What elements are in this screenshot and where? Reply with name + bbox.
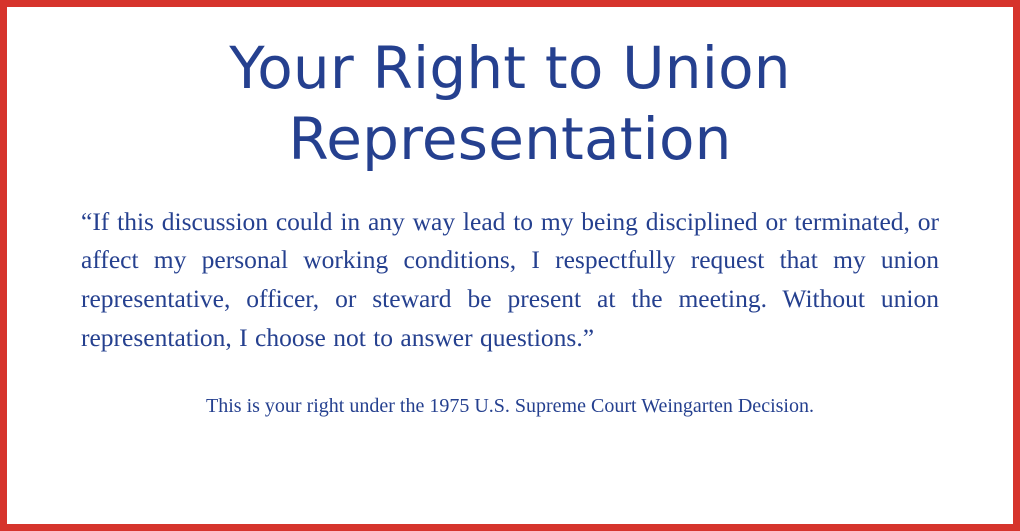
page-title: Your Right to Union Representation bbox=[229, 34, 791, 173]
poster-content bbox=[7, 7, 1013, 524]
quote-text: “If this discussion could in any way lead to my being disciplined or terminated, or affect my personal working conditions, I respectfully request that my union representative, officer, or steward be present at the meeting. Without union representation, I choose not to answer questions.” bbox=[81, 206, 939, 352]
footnote-text: This is your right under the 1975 U.S. Supreme Court Weingarten Decision. bbox=[206, 394, 814, 417]
